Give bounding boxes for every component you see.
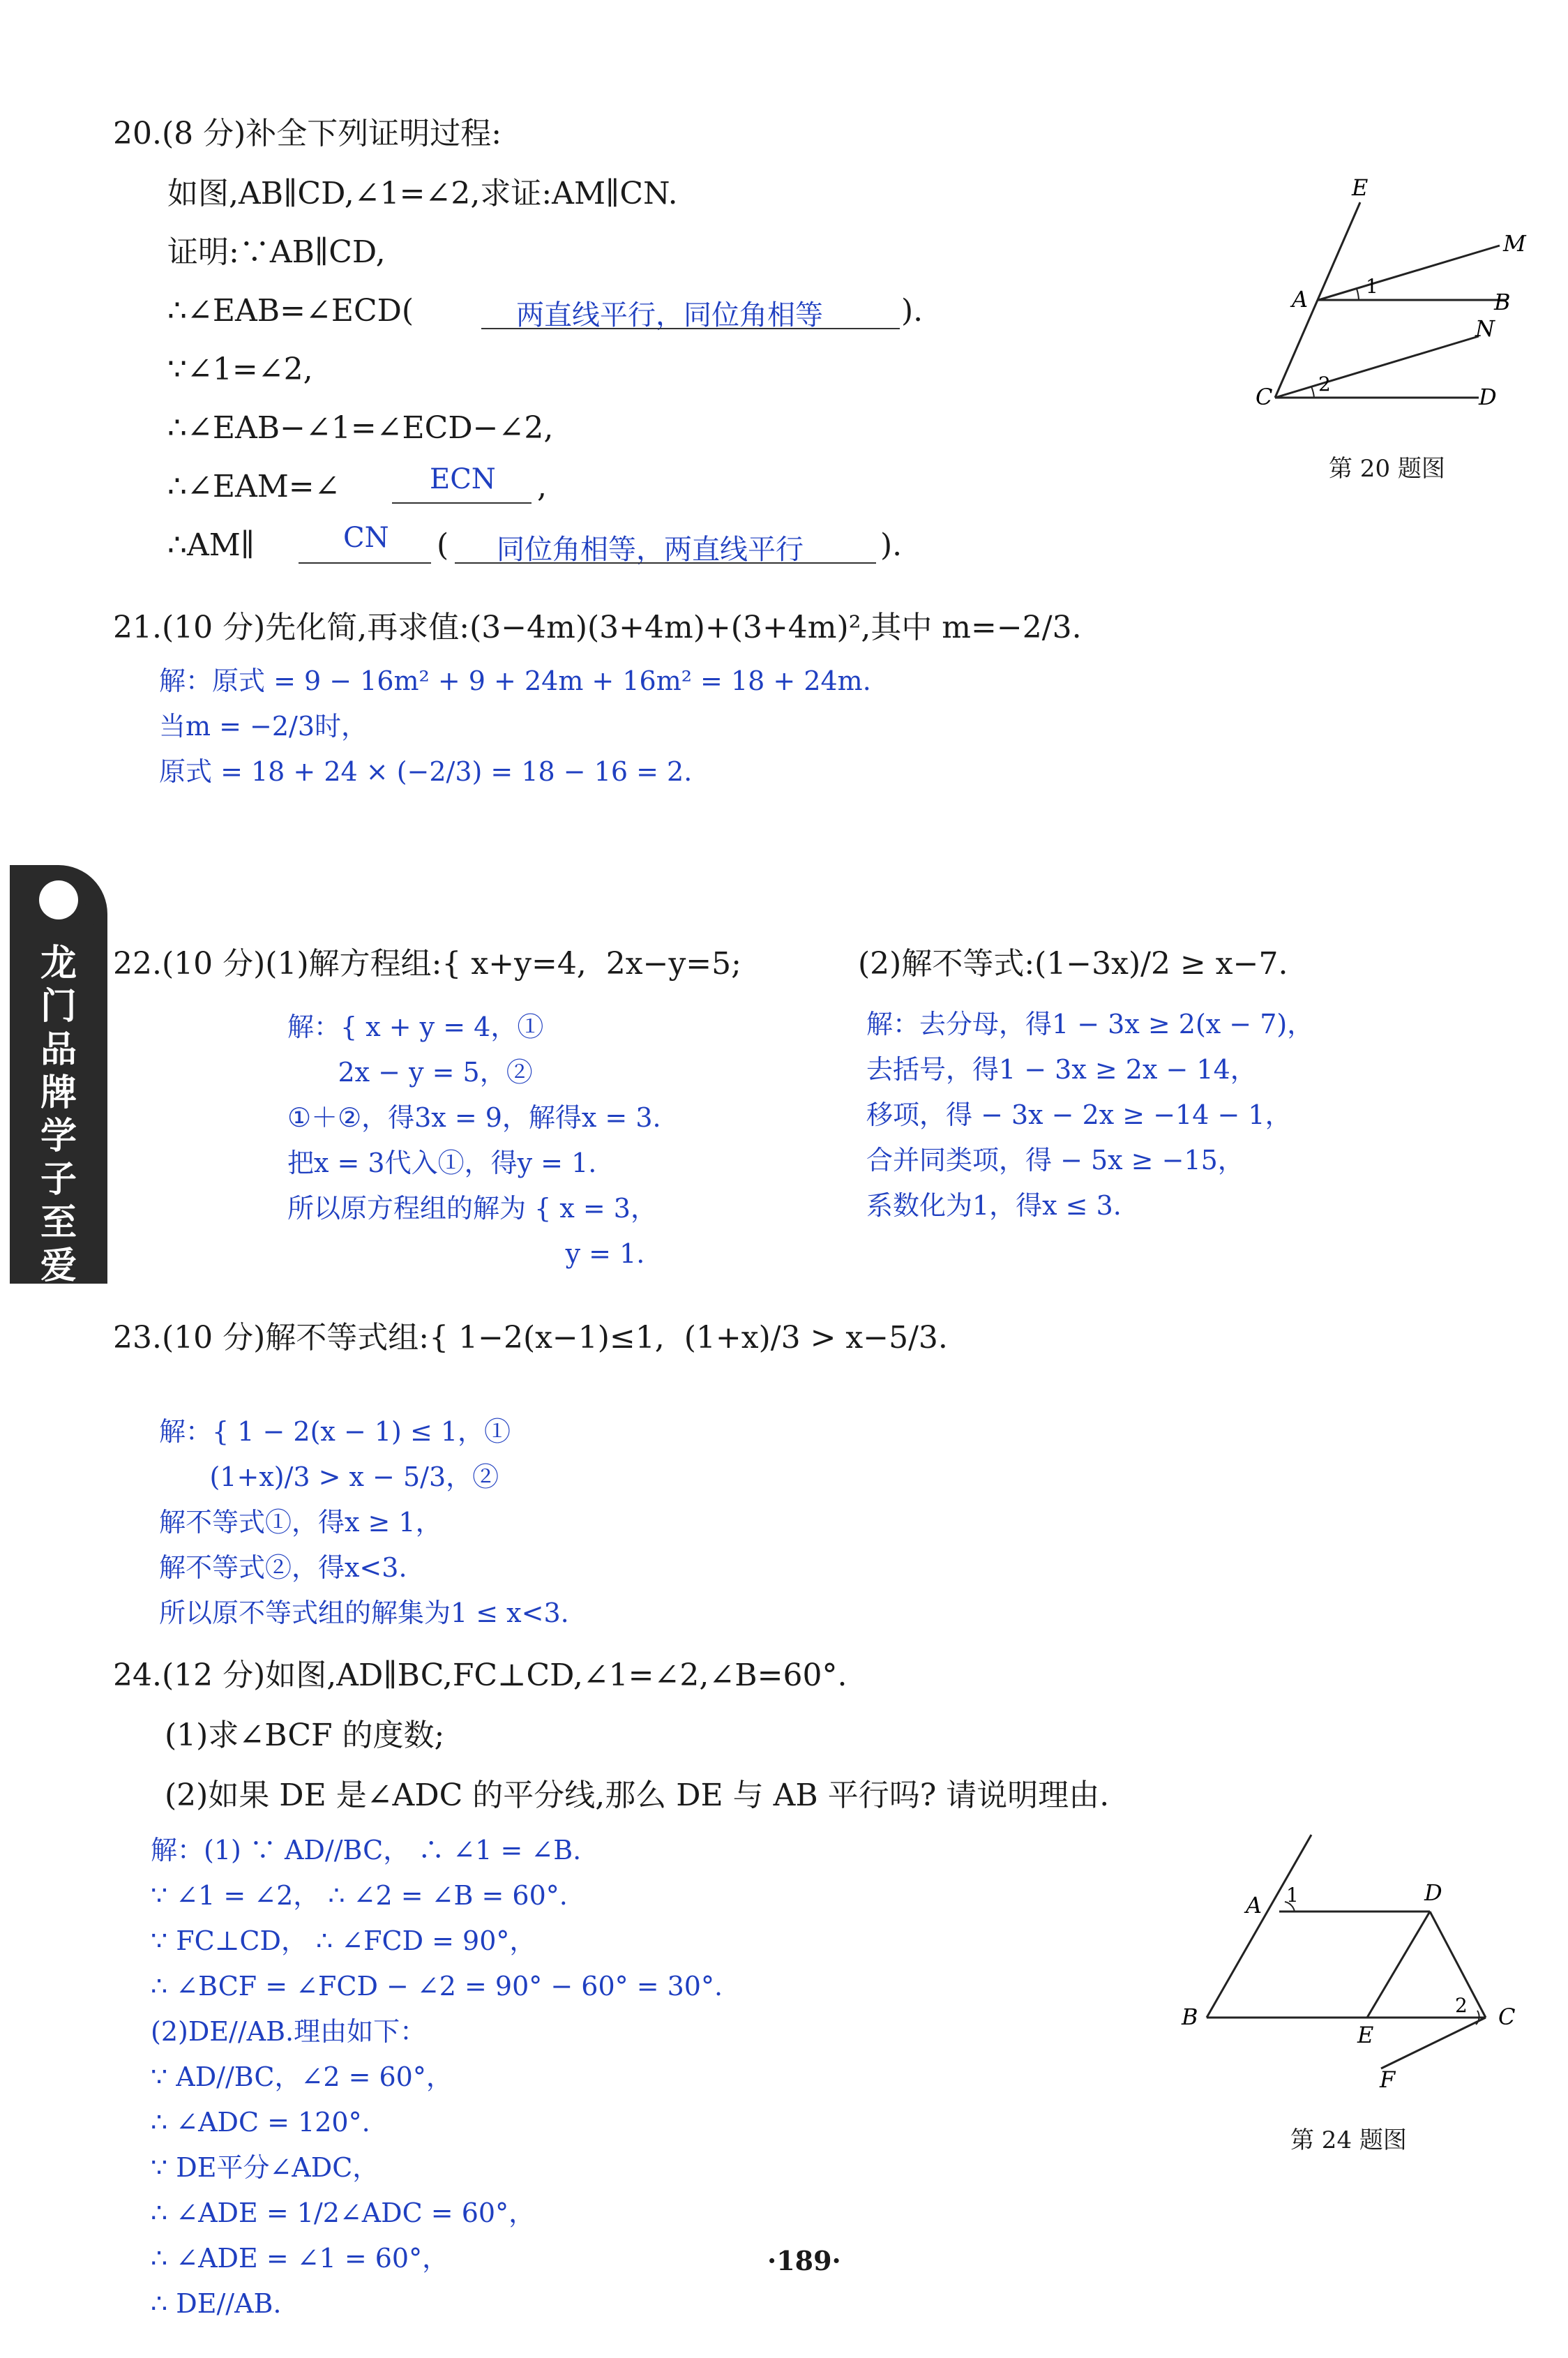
q20-line-6: ∴∠EAM=∠ — [167, 469, 340, 504]
side-brand-text: 龙门品牌 学子至爱 — [40, 943, 90, 1287]
q24-answer: 解：(1) ∵ AD//BC， ∴ ∠1 = ∠B. ∵ ∠1 = ∠2， ∴ ∠2 = ∠B = 60°. ∵ FC⊥CD， ∴ ∠FCD = 90°， ∴ ∠BCF = ∠FCD − ∠2 = 90° − 60° = 30°. (2)DE//AB.理由如下： ∵ AD//BC，∠2 = 60°， ∴ ∠ADC = 120°. ∵ DE平分∠ADC， ∴ ∠ADE = 1/2∠ADC = 60°， ∴ ∠ADE = ∠1 = 60°， ∴ DE//AB. — [151, 1835, 723, 2319]
q20-line-7: ∴AM∥ — [167, 527, 255, 563]
q21-answer: 解：原式 = 9 − 16m² + 9 + 24m + 16m² = 18 + 24m. 当m = −2/3时， 原式 = 18 + 24 × (−2/3) = 18 − 16 = 2. — [159, 666, 871, 787]
q20-blank-2 — [392, 502, 532, 504]
q20-blank-4 — [455, 562, 876, 564]
line-AM — [1318, 246, 1500, 300]
tab-circle-icon — [39, 880, 78, 919]
label-A: A — [1246, 1892, 1262, 1918]
label-D: D — [1479, 384, 1497, 410]
label-N: N — [1475, 315, 1495, 342]
q20-line-3: ∴∠EAB=∠ECD( — [167, 293, 414, 329]
q20-blank-3 — [299, 562, 431, 564]
q24-figure-caption: 第 24 题图 — [1290, 2126, 1407, 2154]
q20-fill-line: CN — [343, 522, 389, 554]
q20-title: 20.(8 分)补全下列证明过程: — [113, 116, 502, 151]
label-M: M — [1503, 230, 1526, 257]
q20-line-1: 如图,AB∥CD,∠1=∠2,求证:AM∥CN. — [167, 176, 678, 211]
label-F: F — [1380, 2066, 1396, 2093]
label-B: B — [1494, 289, 1511, 315]
page-number: ·189· — [767, 2245, 841, 2276]
q20-line-5: ∴∠EAB−∠1=∠ECD−∠2, — [167, 410, 554, 446]
q20-fill1-close: ). — [901, 293, 924, 329]
label-D: D — [1424, 1879, 1442, 1906]
label-C: C — [1498, 2004, 1516, 2030]
line-CF — [1381, 2018, 1486, 2068]
q20-blank-1 — [481, 328, 900, 329]
q24-sub-2: (2)如果 DE 是∠ADC 的平分线,那么 DE 与 AB 平行吗? 请说明理由. — [165, 1778, 1110, 1813]
q20-fill-reason-2: 同位角相等，两直线平行 — [497, 534, 804, 566]
q20-fill4-open: ( — [437, 527, 449, 563]
line-CN — [1275, 336, 1479, 398]
angle-2-arc — [1311, 386, 1314, 398]
q20-figure-caption: 第 20 题图 — [1329, 455, 1445, 483]
q24-sub-1: (1)求∠BCF 的度数; — [165, 1718, 445, 1753]
label-E: E — [1357, 2022, 1374, 2048]
angle-1-arc — [1357, 289, 1359, 300]
q21-title: 21.(10 分)先化简,再求值:(3−4m)(3+4m)+(3+4m)²,其中 m=−2/3. — [113, 610, 1082, 645]
line-FA-B — [1207, 1835, 1311, 2018]
label-2: 2 — [1318, 373, 1331, 396]
label-A: A — [1292, 286, 1309, 313]
q20-fill4-close: ). — [880, 527, 903, 563]
q20-fill2-tail: , — [537, 469, 547, 504]
label-E: E — [1352, 174, 1369, 201]
label-1: 1 — [1366, 275, 1378, 298]
q24-figure — [1172, 1828, 1535, 2100]
label-2: 2 — [1455, 1994, 1468, 2017]
q22-answer-1: 解：{ x + y = 4，① 2x − y = 5，② ①＋②，得3x = 9，解得x = 3. 把x = 3代入①，得y = 1. 所以原方程组的解为 { x = 3， y = 1. — [287, 1012, 661, 1269]
q20-fill-angle: ECN — [430, 463, 496, 495]
label-C: C — [1256, 384, 1273, 410]
q24-title: 24.(12 分)如图,AD∥BC,FC⊥CD,∠1=∠2,∠B=60°. — [113, 1658, 847, 1693]
q20-fill-reason-1: 两直线平行，同位角相等 — [516, 299, 823, 331]
q20-line-4: ∵∠1=∠2, — [167, 352, 313, 387]
q22-answer-2: 解：去分母，得1 − 3x ≥ 2(x − 7)， 去括号，得1 − 3x ≥ 2x − 14， 移项，得 − 3x − 2x ≥ −14 − 1， 合并同类项，得 − 5x ≥ −15， 系数化为1，得x ≤ 3. — [866, 1009, 1314, 1221]
line-DE — [1367, 1912, 1430, 2018]
q23-answer: 解：{ 1 − 2(x − 1) ≤ 1，① (1+x)/3 > x − 5/3，② 解不等式①，得x ≥ 1， 解不等式②，得x<3. 所以原不等式组的解集为1 ≤ x<3. — [159, 1416, 569, 1628]
q23-title: 23.(10 分)解不等式组:{ 1−2(x−1)≤1, (1+x)/3 > x−5/3. — [113, 1320, 948, 1356]
q22-title-1: 22.(10 分)(1)解方程组:{ x+y=4, 2x−y=5; — [113, 946, 741, 982]
q20-figure — [1235, 174, 1528, 419]
label-B: B — [1182, 2004, 1198, 2030]
label-1: 1 — [1286, 1884, 1299, 1907]
side-brand-tab — [10, 865, 107, 1287]
q22-title-2: (2)解不等式:(1−3x)/2 ≥ x−7. — [858, 946, 1288, 982]
q20-line-2: 证明:∵AB∥CD, — [167, 234, 386, 270]
